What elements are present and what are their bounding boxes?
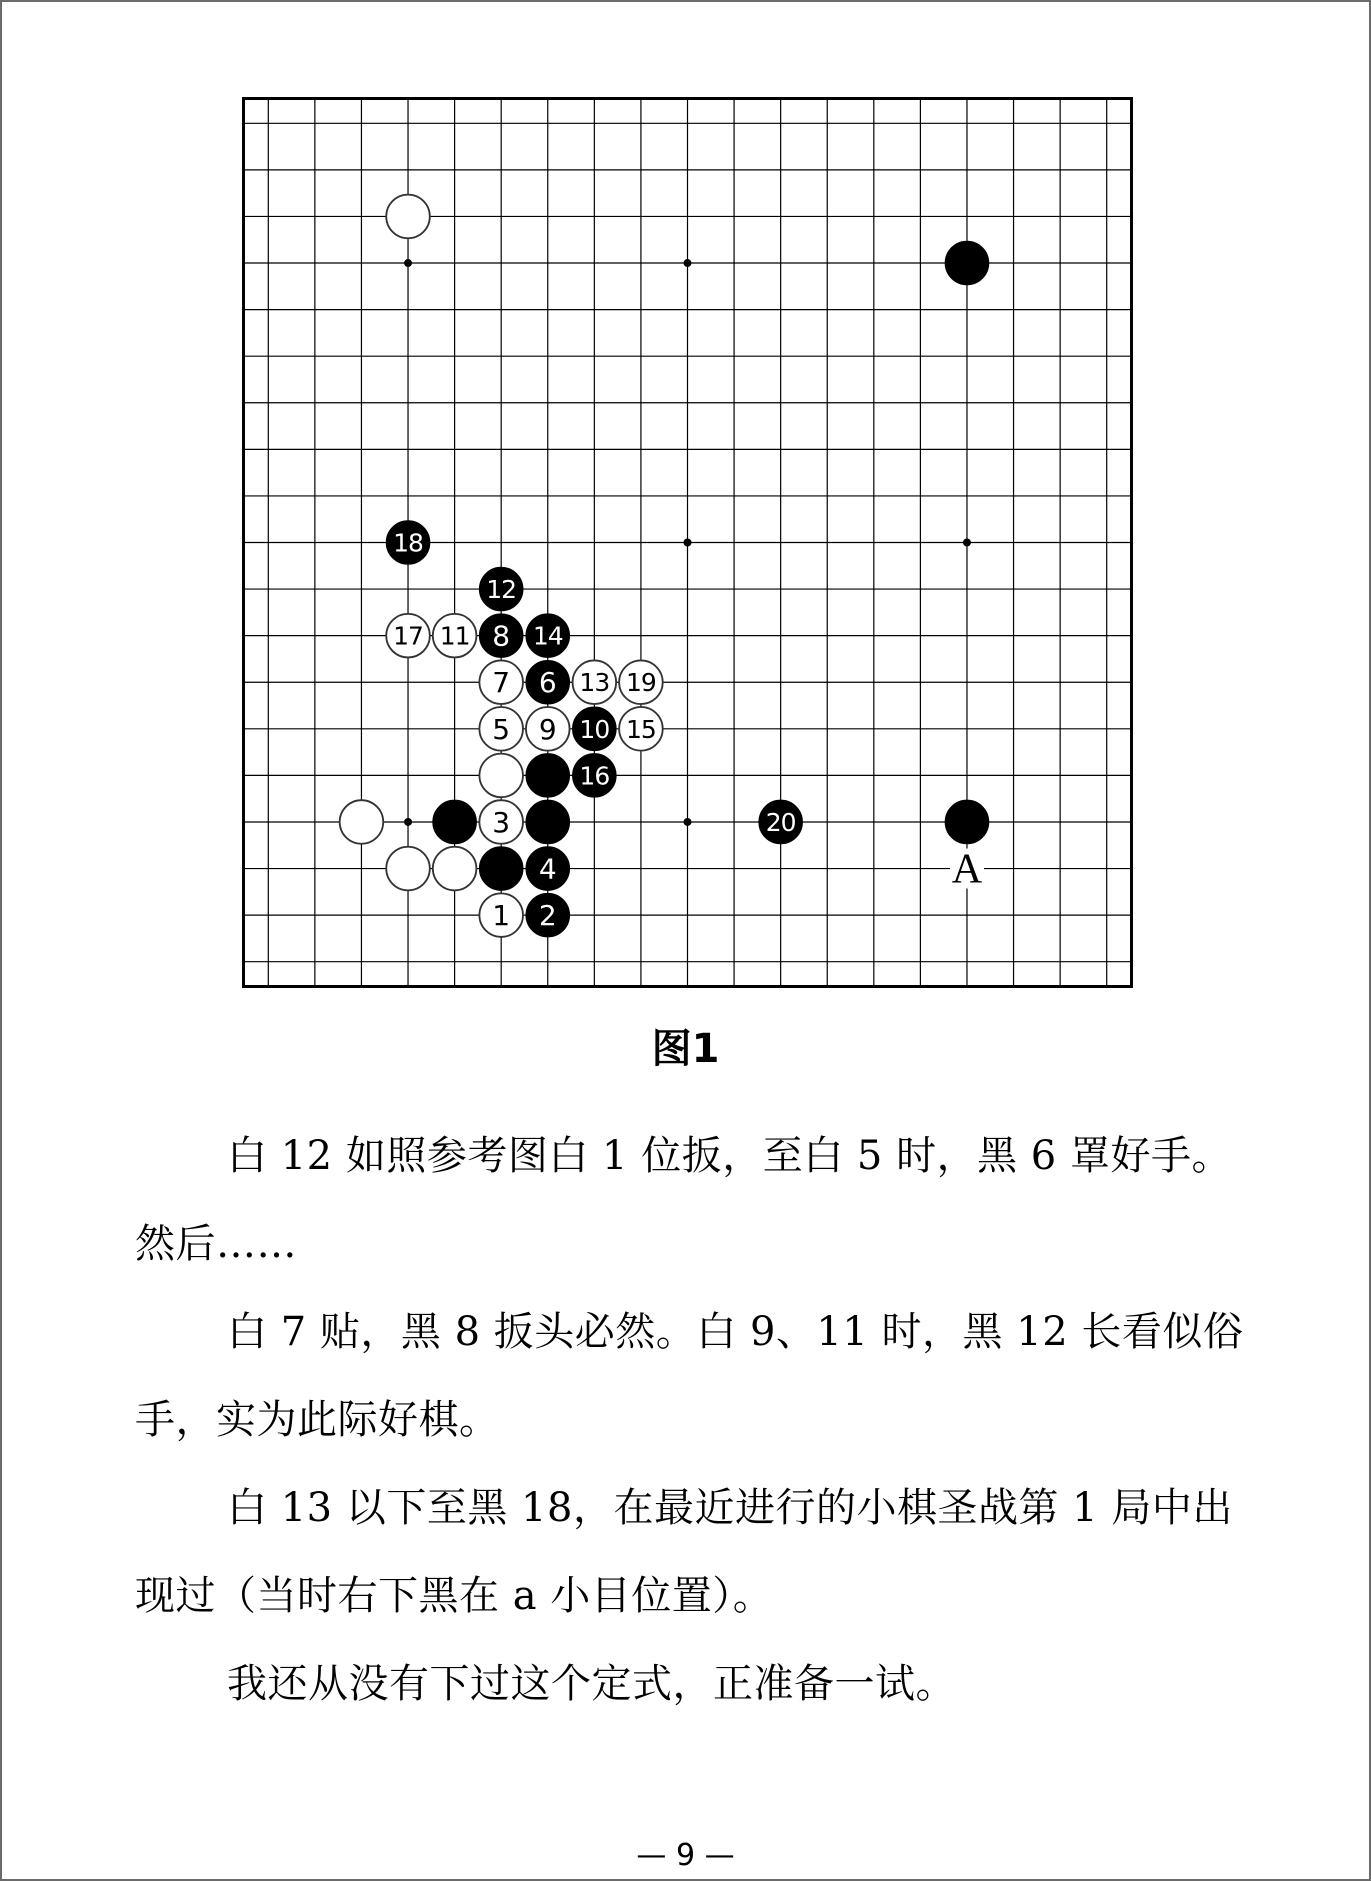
stone-move-number: 13	[579, 668, 610, 698]
stone-move-number: 1	[492, 899, 511, 933]
stone-move-number: 11	[439, 621, 470, 651]
white-stone	[433, 847, 477, 891]
stone-move-number: 3	[492, 805, 511, 839]
stone-move-number: 17	[393, 621, 423, 651]
black-stone	[945, 800, 989, 844]
stone-move-number: 5	[492, 712, 511, 746]
paragraph-2: 白 7 贴，黑 8 扳头必然。白 9、11 时，黑 12 长看似俗手，实为此际好棋。	[135, 1309, 1244, 1443]
white-stone	[479, 754, 523, 798]
paragraph-1: 白 12 如照参考图白 1 位扳，至白 5 时，黑 6 罩好手。然后……	[135, 1133, 1232, 1267]
paragraph-3: 白 13 以下至黑 18，在最近进行的小棋圣战第 1 局中出现过（当时右下黑在 a 小目位置）。	[135, 1485, 1233, 1619]
stone-move-number: 19	[626, 668, 656, 698]
black-stone	[479, 847, 523, 891]
star-point	[404, 259, 412, 267]
stone-move-number: 6	[538, 666, 557, 700]
stone-move-number: 20	[765, 807, 796, 837]
figure-caption: 图1	[651, 1026, 720, 1072]
black-stone	[945, 241, 989, 285]
white-stone	[386, 195, 430, 239]
stone-move-number: 10	[579, 714, 610, 744]
stone-move-number: 16	[579, 761, 610, 791]
stone-move-number: 7	[492, 666, 511, 700]
star-point	[684, 539, 692, 547]
page-number: — 9 —	[636, 1838, 735, 1873]
go-board-diagram	[242, 97, 1133, 988]
black-stone	[433, 800, 477, 844]
star-point	[963, 539, 971, 547]
star-point	[684, 259, 692, 267]
board-mark-label: A	[951, 846, 983, 893]
stone-move-number: 12	[486, 575, 517, 605]
body-text	[135, 1112, 1245, 1728]
stone-move-number: 4	[538, 852, 557, 886]
black-stone	[526, 754, 570, 798]
stone-move-number: 14	[532, 621, 563, 651]
paragraph-4: 我还从没有下过这个定式，正准备一试。	[227, 1661, 956, 1707]
stone-move-number: 8	[492, 619, 511, 653]
stone-move-number: 15	[626, 714, 656, 744]
stone-move-number: 9	[538, 712, 557, 746]
star-point	[404, 818, 412, 826]
star-point	[684, 818, 692, 826]
stone-move-number: 2	[538, 899, 557, 933]
black-stone	[526, 800, 570, 844]
stone-move-number: 18	[393, 528, 423, 558]
go-board	[242, 97, 1133, 988]
white-stone	[386, 847, 430, 891]
white-stone	[340, 800, 384, 844]
